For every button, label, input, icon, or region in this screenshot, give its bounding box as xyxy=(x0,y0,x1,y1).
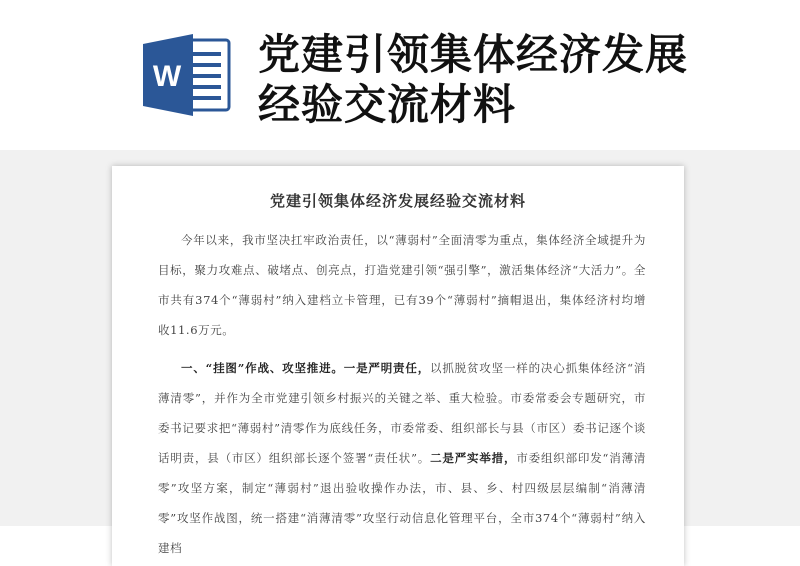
paragraph-intro: 今年以来，我市坚决扛牢政治责任，以“薄弱村”全面清零为重点，集体经济全域提升为目标，聚力攻难点、破堵点、创亮点，打造党建引领“强引擎”，激活集体经济“大活力”。全市共有374个“薄弱村”纳入建档立卡管理，已有39个“薄弱村”摘帽退出，集体经济村均增收11.6万元。 xyxy=(158,233,646,337)
body-text: 以抓脱贫攻坚一样的决心抓集体经济“消薄清零”，并作为全市党建引领乡村振兴的关键之举、重大检验。市委常委会专题研究，市委书记要求把“薄弱村”清零作为底线任务，市委常委、组织部长与县（市区）委书记逐个谈话明责，县（市区）组织部长逐个签署“责任状”。 xyxy=(158,361,646,465)
document-title: 党建引领集体经济发展经验交流材料 xyxy=(269,192,526,210)
document-page xyxy=(112,166,684,566)
paragraph-section-1 xyxy=(158,353,646,563)
body-text: 市委组织部印发“消薄清零”攻坚方案，制定“薄弱村”退出验收操作办法，市、县、乡、村四级层层编制“消薄清零”攻坚作战图，统一搭建“消薄清零”攻坚行动信息化管理平台，全市374个“薄弱村”纳入建档 xyxy=(158,451,646,555)
word-document-icon xyxy=(143,34,231,116)
subheading-bold: 二是严实举措， xyxy=(430,451,517,465)
word-icon-letter: W xyxy=(152,60,182,93)
banner-title: 党建引领集体经济发展经验交流材料 xyxy=(258,30,689,129)
heading-bold: 一、“挂图”作战、攻坚推进。一是严明责任， xyxy=(181,361,431,375)
banner xyxy=(0,0,800,150)
